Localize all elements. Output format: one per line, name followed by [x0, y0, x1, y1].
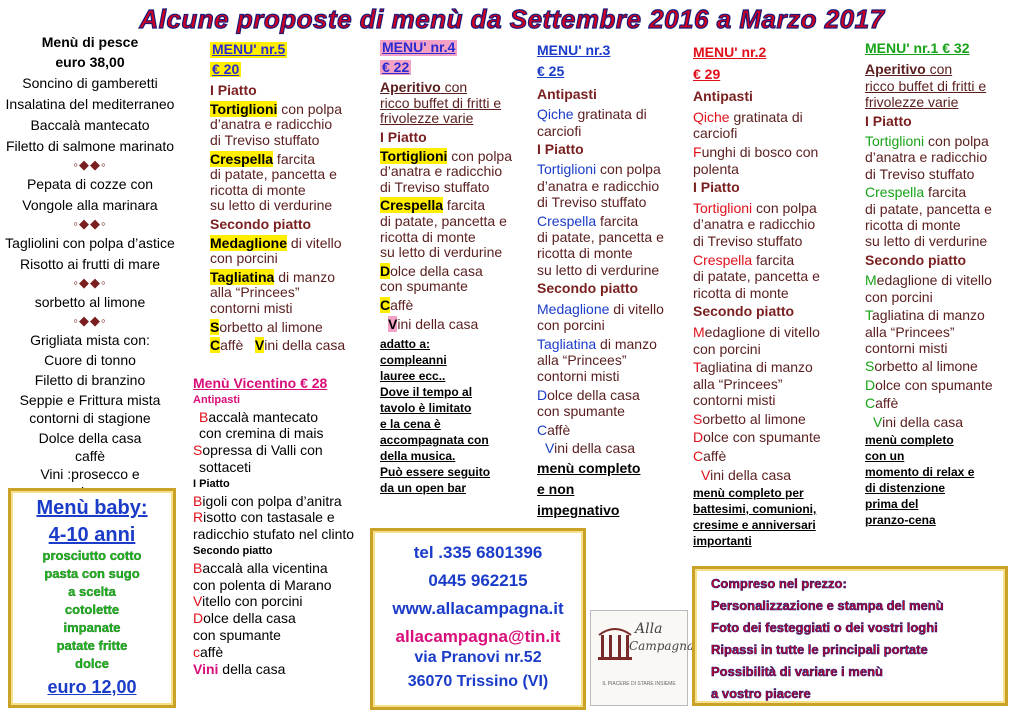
list-item: a vostro piacere	[711, 686, 811, 701]
section-heading: I Piatto	[865, 112, 912, 129]
dish-name: respella	[875, 184, 925, 201]
note-line: e la cena è	[380, 417, 441, 432]
list-item: Seppie e Frittura mista	[19, 392, 161, 408]
dish-desc: con spumante	[537, 403, 625, 420]
note-line: con un	[865, 448, 905, 463]
list-item: Pepata di cozze con	[26, 176, 154, 192]
dish-desc: di patate, pancetta e	[210, 166, 337, 183]
dish-initial: C	[537, 421, 548, 438]
dish-desc: frivolezze varie	[865, 94, 959, 111]
dish-desc: farcita	[443, 197, 486, 214]
contact-box	[370, 528, 586, 710]
email-link[interactable]: allacampagna@tin.it	[395, 627, 561, 646]
dish-initial: Vini	[193, 660, 219, 677]
dish-desc: affè	[220, 337, 255, 354]
logo-name-1: Alla	[635, 621, 663, 637]
website-link[interactable]: www.allacampagna.it	[392, 599, 564, 618]
dish-desc: di patate, pancetta e	[693, 268, 820, 285]
dish-name: iche	[547, 106, 574, 123]
list-item: impanate	[63, 620, 121, 635]
note-line: Può essere seguito	[380, 465, 491, 480]
list-item: Dolce della casa	[38, 430, 142, 446]
dish-desc: olce della casa	[390, 262, 483, 279]
address-street: via Pranovi nr.52	[414, 649, 542, 666]
section-heading: Secondo piatto	[210, 215, 312, 232]
dish-name: edaglione	[548, 300, 610, 317]
note-line: impegnativo	[537, 502, 620, 519]
dish-desc: carciofi	[693, 125, 738, 142]
note-line: della musica.	[380, 449, 456, 464]
dish-initial: Q	[537, 106, 548, 123]
dish-initial: S	[210, 318, 220, 335]
dish-desc: agliatina di manzo	[872, 307, 985, 324]
dish-initial: M	[693, 323, 705, 340]
dish-name: ortiglioni	[872, 133, 925, 150]
list-item: Vongole alla marinara	[22, 197, 158, 213]
list-item: patate fritte	[56, 638, 128, 653]
dish-name: respella	[703, 251, 753, 268]
dish-name: Crespella	[210, 150, 274, 167]
list-item: a scelta	[68, 584, 116, 599]
dish-desc: olce con spumante	[703, 429, 821, 446]
dish-desc: con spumante	[380, 278, 468, 295]
phone-mobile: tel .335 6801396	[413, 543, 543, 562]
dish-initial: C	[865, 184, 876, 201]
dish-initial: D	[380, 262, 391, 279]
dish-desc: con polpa	[447, 147, 512, 164]
dish-desc: orbetto al limone	[874, 358, 978, 375]
dish-desc: su letto di verdurine	[865, 233, 988, 250]
menu-2	[693, 44, 858, 549]
menu-baby-title: Menù baby:	[36, 497, 148, 519]
menu-pesce-price: euro 38,00	[55, 54, 125, 70]
dish-name: iche	[703, 108, 730, 125]
dish-desc: di Treviso stuffato	[380, 178, 490, 195]
dish-desc: affè	[390, 296, 414, 313]
dish-desc: ini della casa	[882, 413, 964, 430]
dish-desc: di manzo	[274, 268, 336, 285]
note-line: accompagnata con	[380, 433, 489, 448]
dish-desc: con porcini	[537, 317, 605, 334]
dish-name: Crespella	[380, 197, 444, 214]
menu-4	[380, 40, 530, 496]
phone-landline: 0445 962215	[428, 571, 528, 590]
list-item: Foto dei festeggiati o dei vostri loghi	[711, 620, 938, 635]
dish-desc: d’anatra e radicchio	[693, 216, 816, 233]
dish-desc: ini della casa	[710, 466, 792, 483]
list-item: dolce	[75, 656, 109, 671]
dish-desc: ini della casa	[397, 315, 479, 332]
menu-pesce	[4, 34, 176, 500]
dish-initial: V	[701, 466, 711, 483]
dish-name: Tortiglioni	[210, 100, 278, 117]
dish-name: Aperitivo	[380, 79, 441, 96]
dish-desc: olce della casa	[547, 386, 640, 403]
note-line: pranzo-cena	[865, 512, 936, 527]
dish-desc: orbetto al limone	[219, 318, 323, 335]
dish-desc: su letto di verdurine	[210, 197, 333, 214]
dish-initial: S	[193, 442, 203, 459]
dish-desc: con cremina di mais	[199, 425, 324, 442]
menu-1-title: MENU' nr.1 € 32	[865, 40, 970, 56]
dish-desc: con spumante	[193, 626, 281, 643]
menu-vicentino	[193, 375, 373, 677]
list-item: Cuore di tonno	[44, 352, 136, 368]
note-line: menù completo	[865, 432, 954, 447]
dish-initial: M	[865, 272, 877, 289]
list-item: sorbetto al limone	[34, 294, 146, 310]
menu-pesce-heading: Menù di pesce	[41, 34, 139, 50]
list-item: pasta con sugo	[44, 566, 140, 581]
list-item: Insalatina del mediterraneo	[5, 96, 175, 112]
note-line: da un open bar	[380, 481, 467, 496]
dish-desc: d’anatra e radicchio	[380, 163, 503, 180]
dish-initial: V	[193, 593, 203, 610]
note-line: battesimi, comunioni,	[693, 502, 817, 517]
dish-desc: farcita	[752, 251, 795, 268]
dish-initial: B	[193, 559, 203, 576]
dish-desc: farcita	[273, 150, 316, 167]
dish-desc: isotto con tastasale e	[203, 509, 335, 526]
dish-desc: con porcini	[210, 250, 278, 267]
dish-initial: C	[380, 296, 391, 313]
dish-desc: itello con porcini	[202, 593, 303, 610]
dish-initial: B	[193, 492, 203, 509]
dish-desc: con polenta di Marano	[193, 576, 332, 593]
note-line: compleanni	[380, 353, 447, 368]
menu-3-title: MENU' nr.3	[537, 42, 611, 58]
dish-desc: di manzo	[596, 335, 657, 352]
note-line: momento di relax e	[865, 464, 975, 479]
section-heading: Secondo piatto	[537, 280, 639, 297]
dish-name: agliatina	[544, 335, 597, 352]
list-item: contorni di stagione	[29, 410, 151, 426]
menu-1	[865, 40, 1021, 528]
dish-name: Tortiglioni	[380, 147, 448, 164]
dish-desc: ricco buffet di fritti e	[865, 77, 987, 94]
menu-5	[210, 42, 375, 354]
dish-desc: ricco buffet di fritti e	[380, 94, 502, 111]
dish-desc: carciofi	[537, 122, 582, 139]
dish-desc: opressa di Valli con	[202, 442, 323, 459]
section-heading: Antipasti	[693, 88, 753, 105]
dish-desc: con porcini	[865, 288, 933, 305]
dish-initial: M	[537, 300, 549, 317]
dish-desc: contorni misti	[865, 339, 948, 356]
dish-desc: di patate, pancetta e	[537, 229, 664, 246]
dish-desc: affè	[703, 448, 727, 465]
section-heading: Secondo piatto	[193, 544, 273, 557]
included-heading: Compreso nel prezzo:	[711, 576, 847, 591]
list-item: Possibilità di variare i menù	[711, 664, 883, 679]
dish-name: Medaglione	[210, 234, 288, 251]
address-city: 36070 Trissino (VI)	[407, 673, 549, 690]
dish-initial: F	[693, 143, 702, 160]
dish-desc: della casa	[218, 660, 286, 677]
dish-desc: di Treviso stuffato	[865, 165, 975, 182]
dish-desc: igoli con polpa d’anitra	[202, 492, 342, 509]
dish-desc: con	[440, 79, 468, 96]
section-heading: Antipasti	[537, 85, 597, 102]
dish-desc: alla “Princees”	[865, 323, 955, 340]
dish-desc: di Treviso stuffato	[693, 232, 803, 249]
dish-desc: con polpa	[924, 133, 989, 150]
dish-initial: D	[693, 429, 704, 446]
list-item: cotolette	[64, 602, 120, 617]
dish-desc: con polpa	[277, 100, 342, 117]
dish-desc: radicchio stufato nel clinto	[193, 526, 355, 543]
dish-initial: D	[193, 610, 204, 627]
dish-desc: ini della casa	[264, 337, 346, 354]
dish-desc: contorni misti	[210, 299, 293, 316]
note-line: menù completo per	[693, 486, 804, 501]
dish-desc: ricotta di monte	[693, 284, 789, 301]
note-line: tavolo è limitato	[380, 401, 472, 416]
dish-desc: su letto di verdurine	[537, 261, 660, 278]
section-heading: I Piatto	[537, 141, 584, 158]
dish-desc: sottaceti	[199, 458, 252, 475]
dish-name: ortiglioni	[700, 199, 753, 216]
dish-desc: su letto di verdurine	[380, 244, 503, 261]
dish-name: respella	[547, 212, 597, 229]
menu-5-title: MENU' nr.5	[212, 41, 286, 57]
dish-initial: c	[193, 643, 200, 660]
menu-2-price: € 29	[693, 65, 721, 82]
list-item: Risotto ai frutti di mare	[19, 256, 161, 272]
dish-desc: unghi di bosco con	[701, 143, 819, 160]
menu-vicentino-title: Menù Vicentino € 28	[193, 375, 328, 391]
dish-initial: T	[693, 359, 700, 376]
dish-desc: di Treviso stuffato	[537, 194, 647, 211]
list-item: Filetto di branzino	[34, 372, 146, 388]
logo-tagline: IL PIACERE DI STARE INSIEME	[602, 681, 676, 687]
dish-desc: orbetto al limone	[702, 410, 806, 427]
dish-initial: C	[210, 337, 221, 354]
restaurant-logo	[590, 610, 695, 706]
section-heading: Secondo piatto	[693, 303, 795, 320]
dish-initial: T	[537, 161, 544, 178]
note-line: Dove il tempo al	[380, 385, 473, 400]
menu-4-title: MENU' nr.4	[382, 39, 456, 55]
dish-desc: ini della casa	[554, 439, 636, 456]
note-line: lauree ecc..	[380, 369, 446, 384]
dish-initial: D	[865, 376, 876, 393]
section-heading: Secondo piatto	[865, 251, 967, 268]
dish-initial: S	[693, 410, 703, 427]
dish-desc: alla “Princees”	[537, 351, 627, 368]
dish-initial: C	[693, 251, 704, 268]
dish-desc: con porcini	[693, 340, 761, 357]
list-item: Ripassi in tutte le principali portate	[711, 642, 928, 657]
dish-desc: alla “Princees”	[210, 284, 300, 301]
note-line: prima del	[865, 496, 919, 511]
dish-initial: T	[693, 199, 700, 216]
menu-baby-box	[8, 488, 176, 708]
dish-desc: farcita	[596, 212, 639, 229]
dish-desc: con	[925, 61, 953, 78]
dish-desc: ricotta di monte	[865, 217, 961, 234]
list-item: Vini :prosecco e	[40, 466, 140, 482]
dish-desc: contorni misti	[537, 368, 620, 385]
note-line: importanti	[693, 534, 752, 549]
dish-desc: alla “Princees”	[693, 375, 783, 392]
dish-initial: V	[254, 337, 265, 354]
dish-initial: T	[537, 335, 544, 352]
dish-initial: V	[545, 439, 555, 456]
dish-desc: di patate, pancetta e	[865, 200, 992, 217]
section-heading: I Piatto	[693, 179, 740, 196]
dish-initial: V	[873, 413, 883, 430]
dish-desc: edaglione di vitello	[876, 272, 992, 289]
dish-desc: ricotta di monte	[210, 181, 306, 198]
dish-desc: d’anatra e radicchio	[865, 149, 988, 166]
dish-initial: V	[388, 315, 398, 332]
dish-name: Aperitivo	[865, 61, 926, 78]
ornament-icon: ◦◆◆◦	[73, 216, 107, 231]
dish-initial: S	[865, 358, 875, 375]
list-item: Baccalà mantecato	[30, 117, 150, 133]
list-item: Personalizzazione e stampa del menù	[711, 598, 944, 613]
dish-desc: farcita	[924, 184, 967, 201]
dish-desc: affè	[875, 395, 899, 412]
list-item: prosciutto cotto	[42, 548, 142, 563]
dish-desc: affè	[547, 421, 571, 438]
dish-desc: di vitello	[609, 300, 664, 317]
dish-initial: R	[193, 509, 204, 526]
menu-3-price: € 25	[537, 63, 565, 80]
section-heading: I Piatto	[380, 128, 427, 145]
dish-desc: ricotta di monte	[537, 245, 633, 262]
menu-2-title: MENU' nr.2	[693, 44, 767, 60]
dish-desc: d’anatra e radicchio	[210, 116, 333, 133]
dish-desc: gratinata di	[729, 108, 803, 125]
section-heading: Antipasti	[193, 393, 241, 406]
ornament-icon: ◦◆◆◦	[73, 313, 107, 328]
included-box	[692, 566, 1008, 706]
dish-initial: B	[199, 408, 209, 425]
dish-desc: agliatina di manzo	[700, 359, 813, 376]
note-line: adatto a:	[380, 337, 431, 352]
dish-desc: edaglione di vitello	[704, 323, 820, 340]
dish-desc: con polpa	[596, 161, 661, 178]
dish-desc: con polpa	[752, 199, 817, 216]
dish-desc: olce della casa	[203, 610, 296, 627]
list-item: Grigliata mista con:	[30, 332, 150, 348]
menu-5-price: € 20	[212, 60, 240, 77]
note-line: e non	[537, 481, 575, 498]
dish-initial: T	[865, 133, 872, 150]
dish-desc: frivolezze varie	[380, 110, 474, 127]
dish-initial: Q	[693, 108, 704, 125]
section-heading: I Piatto	[210, 82, 257, 99]
dish-desc: d’anatra e radicchio	[537, 177, 660, 194]
dish-initial: C	[865, 395, 876, 412]
menu-4-price: € 22	[382, 58, 410, 75]
dish-desc: polenta	[693, 160, 739, 177]
dish-name: Tagliatina	[210, 268, 275, 285]
dish-desc: accalà alla vicentina	[202, 559, 328, 576]
menu-baby-age: 4-10 anni	[48, 524, 136, 546]
ornament-icon: ◦◆◆◦	[73, 157, 107, 172]
ornament-icon: ◦◆◆◦	[73, 275, 107, 290]
note-line: di distenzione	[865, 480, 946, 495]
section-heading: I Piatto	[193, 477, 230, 490]
dish-desc: olce con spumante	[875, 376, 993, 393]
dish-desc: di patate, pancetta e	[380, 212, 507, 229]
dish-initial: T	[865, 307, 872, 324]
dish-initial: C	[693, 448, 704, 465]
note-line: cresime e anniversari	[693, 518, 816, 533]
menu-3	[537, 42, 687, 521]
dish-desc: affè	[200, 643, 224, 660]
dish-initial: D	[537, 386, 548, 403]
dish-desc: accalà mantecato	[208, 408, 319, 425]
list-item: Filetto di salmone marinato	[5, 138, 175, 154]
dish-desc: di vitello	[287, 234, 342, 251]
note-line: menù completo	[537, 460, 641, 477]
dish-desc: contorni misti	[693, 392, 776, 409]
logo-name-2: Campagna	[629, 639, 695, 653]
dish-desc: gratinata di	[573, 106, 647, 123]
list-item: Tagliolini con polpa d’astice	[5, 235, 175, 251]
page-title: Alcune proposte di menù da Settembre 2016 a Marzo 2017	[139, 4, 885, 34]
list-item: caffè	[74, 448, 106, 464]
dish-desc: ricotta di monte	[380, 228, 476, 245]
dish-desc: di Treviso stuffato	[210, 131, 320, 148]
list-item: Soncino di gamberetti	[22, 75, 158, 91]
dish-initial: C	[537, 212, 548, 229]
dish-name: ortiglioni	[544, 161, 597, 178]
menu-baby-price: euro 12,00	[47, 677, 137, 697]
